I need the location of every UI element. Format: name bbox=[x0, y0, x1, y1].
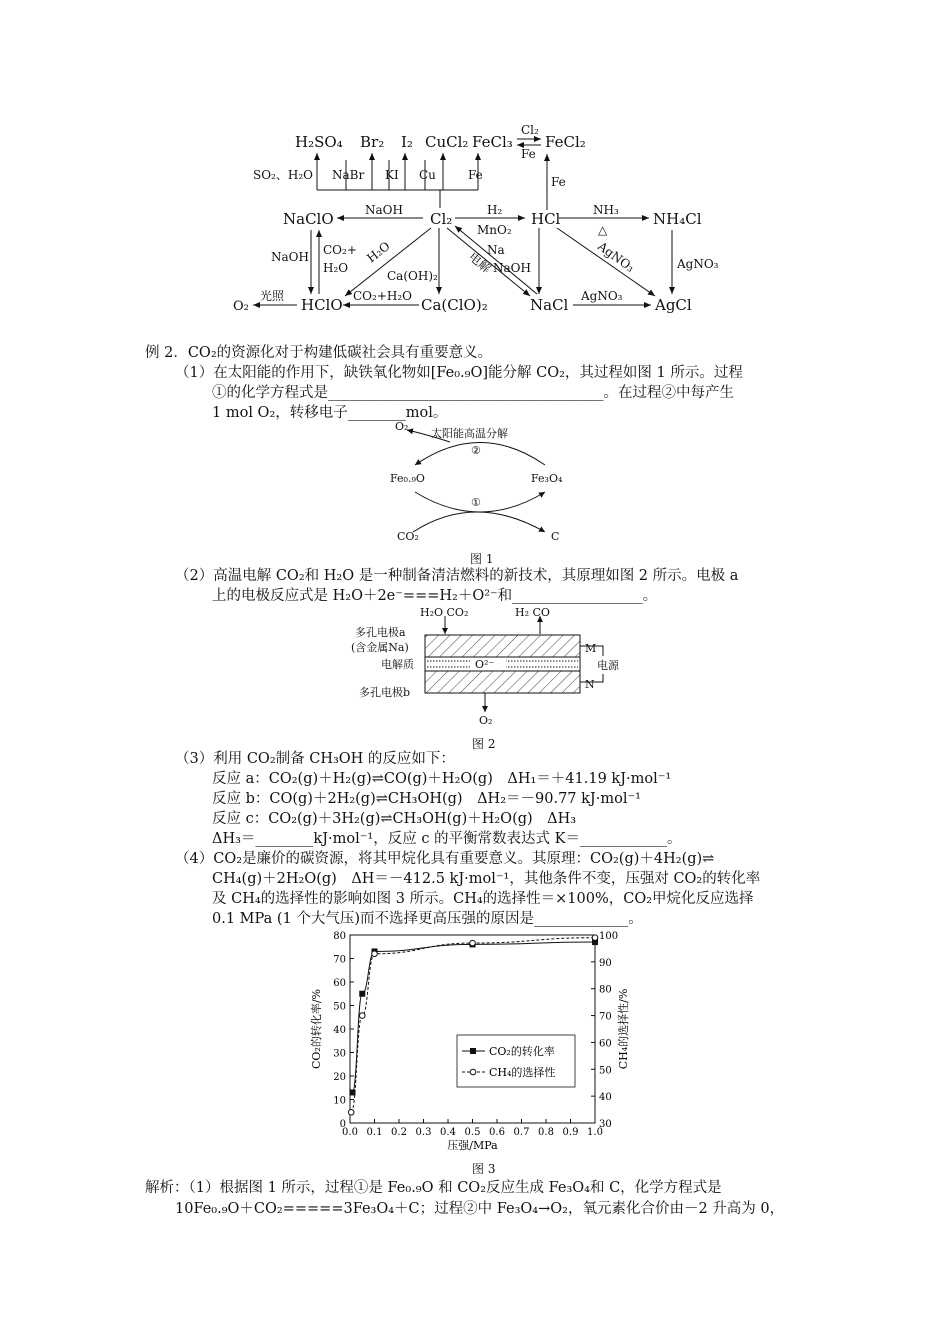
y-tick-label: 0 bbox=[339, 1119, 346, 1130]
node-agcl: AgCl bbox=[655, 296, 692, 314]
data-point-ch4 bbox=[592, 935, 598, 941]
label-co2-plus: CO₂+ bbox=[323, 243, 357, 257]
label-agno3-diag: AgNO₃ bbox=[595, 239, 638, 275]
q1-line1: （1）在太阳能的作用下，缺铁氧化物如[Fe₀.₉O]能分解 CO₂，其过程如图 1 所示。过程 bbox=[175, 365, 743, 381]
label-h2: H₂ bbox=[487, 203, 503, 217]
q3-line1: （3）利用 CO₂制备 CH₃OH 的反应如下： bbox=[175, 751, 455, 767]
node-nacl: NaCl bbox=[530, 296, 569, 314]
y2-tick-label: 80 bbox=[599, 984, 612, 996]
fig2-n: N bbox=[585, 678, 595, 691]
fig3-pressure-chart bbox=[305, 925, 650, 1160]
data-point-ch4 bbox=[372, 951, 378, 957]
q3-reaction-a: 反应 a：CO₂(g)＋H₂(g)⇌CO(g)＋H₂O(g) ΔH₁＝＋41.19 kJ·mol⁻¹ bbox=[212, 771, 672, 787]
node-fecl3: FeCl₃ bbox=[472, 133, 513, 151]
legend-marker-square bbox=[470, 1048, 476, 1054]
answer-line1: 解析：（1）根据图 1 所示，过程①是 Fe₀.₉O 和 CO₂反应生成 Fe₃O₄和 C，化学方程式是 bbox=[145, 1180, 722, 1196]
label-nabr: NaBr bbox=[332, 168, 365, 182]
x-tick-label: 0.1 bbox=[366, 1127, 383, 1138]
y2-tick-label: 90 bbox=[599, 957, 612, 969]
fig2-electrode-a2: (含金属Na) bbox=[351, 641, 409, 654]
y-tick-label: 50 bbox=[333, 1001, 346, 1013]
label-delta: △ bbox=[598, 223, 608, 237]
x-tick-label: 0.5 bbox=[464, 1127, 481, 1138]
y2-tick-label: 60 bbox=[599, 1038, 612, 1050]
fig2-o2minus: O²⁻ bbox=[475, 658, 495, 671]
y-tick-label: 10 bbox=[333, 1095, 346, 1107]
label-naoh1: NaOH bbox=[365, 203, 403, 217]
label-h2o-left: H₂O bbox=[323, 261, 349, 275]
fig2-o2: O₂ bbox=[479, 714, 493, 727]
label-h2o-diag: H₂O bbox=[364, 238, 393, 266]
label-caoh2: Ca(OH)₂ bbox=[387, 269, 438, 283]
y2-tick-label: 30 bbox=[599, 1119, 612, 1130]
y-tick-label: 60 bbox=[333, 978, 346, 989]
fig2-in-label: H₂O CO₂ bbox=[420, 606, 469, 619]
legend-marker-circle bbox=[470, 1069, 476, 1075]
label-guangzhao: 光照 bbox=[260, 289, 285, 303]
fig2-electrode-a: 多孔电极a bbox=[355, 626, 406, 639]
fig2-electrolysis-diagram bbox=[345, 604, 630, 732]
y2-tick-label: 100 bbox=[599, 931, 619, 942]
node-o2: O₂ bbox=[233, 299, 249, 314]
x-tick-label: 0.4 bbox=[440, 1127, 456, 1138]
x-tick-label: 0.3 bbox=[415, 1127, 432, 1138]
y2-tick-label: 70 bbox=[599, 1011, 612, 1023]
node-cl2: Cl₂ bbox=[430, 210, 453, 228]
x-tick-label: 0.2 bbox=[391, 1127, 407, 1138]
label-so2h2o: SO₂、H₂O bbox=[253, 168, 313, 182]
chart-legend bbox=[457, 1035, 575, 1087]
x-tick-label: 0.8 bbox=[538, 1127, 554, 1138]
label-agno3-bottom: AgNO₃ bbox=[581, 289, 623, 303]
legend-co2: CO₂的转化率 bbox=[489, 1045, 555, 1058]
y-tick-label: 80 bbox=[333, 931, 346, 942]
label-nh3: NH₃ bbox=[593, 203, 619, 217]
fig1-circ1: ① bbox=[471, 496, 481, 509]
fig2-power: 电源 bbox=[597, 659, 619, 672]
q2-line2: 上的电极反应式是 H₂O＋2e⁻===H₂＋O²⁻和__________________。 bbox=[212, 588, 658, 604]
node-caclo2: Ca(ClO)₂ bbox=[421, 296, 488, 314]
x-tick-label: 0.7 bbox=[513, 1127, 530, 1138]
fig1-fe3o4: Fe₃O₄ bbox=[531, 472, 563, 485]
label-co2h2o: CO₂+H₂O bbox=[353, 289, 412, 303]
q1-line2: ①的化学方程式是______________________________________。在过程②中每产生 bbox=[212, 385, 734, 401]
q3-reaction-b: 反应 b：CO(g)＋2H₂(g)⇌CH₃OH(g) ΔH₂＝－90.77 kJ·mol⁻¹ bbox=[212, 791, 641, 807]
label-fe-arrow: Fe bbox=[521, 147, 536, 161]
label-naoh2: NaOH bbox=[493, 261, 531, 275]
x-tick-label: 1.0 bbox=[587, 1127, 603, 1138]
label-ki: KI bbox=[385, 168, 399, 182]
fig2-m: M bbox=[585, 642, 597, 655]
y2-tick-label: 50 bbox=[599, 1065, 612, 1077]
fig1-circ2: ② bbox=[471, 444, 481, 457]
fig2-out-label: H₂ CO bbox=[515, 606, 550, 619]
q4-line2: CH₄(g)＋2H₂O(g) ΔH＝－412.5 kJ·mol⁻¹，其他条件不变，压强对 CO₂的转化率 bbox=[212, 871, 761, 887]
example-title: 例 2．CO₂的资源化对于构建低碳社会具有重要意义。 bbox=[145, 345, 493, 361]
y-axis-label: CO₂的转化率/% bbox=[310, 988, 323, 1070]
q2-line1: （2）高温电解 CO₂和 H₂O 是一种制备清洁燃料的新技术，其原理如图 2 所示。电极 a bbox=[175, 568, 739, 584]
fig1-cycle-diagram bbox=[385, 420, 575, 548]
q4-line1: （4）CO₂是廉价的碳资源，将其甲烷化具有重要意义。其原理：CO₂(g)＋4H₂(g)⇌ bbox=[175, 851, 715, 867]
node-fecl2: FeCl₂ bbox=[545, 133, 586, 151]
x-tick-label: 0.9 bbox=[562, 1127, 579, 1138]
node-i2: I₂ bbox=[401, 133, 413, 151]
fig1-caption: 图 1 bbox=[470, 552, 494, 566]
y-tick-label: 20 bbox=[333, 1072, 346, 1083]
chlorine-reaction-network bbox=[225, 118, 735, 318]
label-cl2-arrow: Cl₂ bbox=[521, 123, 539, 137]
label-fe-vert: Fe bbox=[551, 175, 566, 189]
data-point-ch4 bbox=[359, 1013, 365, 1019]
node-hclo: HClO bbox=[301, 296, 343, 314]
data-point-ch4 bbox=[470, 940, 476, 946]
y-tick-label: 40 bbox=[333, 1025, 346, 1036]
fig2-electrode-b: 多孔电极b bbox=[359, 686, 411, 699]
fig2-electrolyte: 电解质 bbox=[381, 658, 414, 671]
x-axis-label: 压强/MPa bbox=[447, 1139, 498, 1152]
node-cucl2: CuCl₂ bbox=[425, 133, 469, 151]
node-nh4cl: NH₄Cl bbox=[653, 210, 702, 228]
node-h2so4: H₂SO₄ bbox=[295, 133, 343, 151]
answer-line2: 10Fe₀.₉O＋CO₂=====3Fe₃O₄＋C；过程②中 Fe₃O₄→O₂，氧元素化合价由－2 升高为 0， bbox=[175, 1201, 785, 1217]
label-dianjie: 电解 bbox=[466, 249, 494, 276]
q1-line3: 1 mol O₂，转移电子________mol。 bbox=[212, 405, 448, 421]
label-naoh-left: NaOH bbox=[271, 250, 309, 264]
fig1-o2: O₂ bbox=[395, 420, 409, 433]
y-tick-label: 30 bbox=[333, 1048, 346, 1060]
label-mno2: MnO₂ bbox=[477, 223, 512, 237]
q4-line3: 及 CH₄的选择性的影响如图 3 所示。CH₄的选择性＝×100%，CO₂甲烷化反应选择 bbox=[212, 891, 754, 907]
node-hcl: HCl bbox=[531, 210, 561, 228]
data-point-co2 bbox=[349, 1089, 355, 1095]
q3-line-d: ΔH₃＝________kJ·mol⁻¹，反应 c 的平衡常数表达式 K＝____________。 bbox=[212, 831, 682, 847]
label-fe: Fe bbox=[468, 168, 483, 182]
fig1-c: C bbox=[551, 530, 560, 543]
node-br2: Br₂ bbox=[360, 133, 385, 151]
y2-axis-label: CH₄的选择性/% bbox=[617, 988, 630, 1070]
x-tick-label: 0.0 bbox=[342, 1127, 358, 1138]
label-cu: Cu bbox=[419, 168, 436, 182]
fig2-caption: 图 2 bbox=[472, 737, 496, 751]
label-agno3-right: AgNO₃ bbox=[677, 257, 719, 271]
fig3-caption: 图 3 bbox=[472, 1162, 496, 1176]
data-point-ch4 bbox=[348, 1109, 354, 1115]
data-point-co2 bbox=[359, 991, 365, 997]
y-tick-label: 70 bbox=[333, 954, 346, 966]
node-naclo: NaClO bbox=[283, 210, 334, 228]
fig1-fe09o: Fe₀.₉O bbox=[390, 472, 425, 485]
fig1-co2: CO₂ bbox=[397, 530, 419, 543]
q3-reaction-c: 反应 c：CO₂(g)＋3H₂(g)⇌CH₃OH(g)＋H₂O(g) ΔH₃ bbox=[212, 811, 577, 827]
fig1-top-label: 太阳能高温分解 bbox=[431, 427, 508, 440]
label-na: Na bbox=[487, 243, 505, 257]
y2-tick-label: 40 bbox=[599, 1092, 612, 1104]
legend-ch4: CH₄的选择性 bbox=[489, 1066, 556, 1079]
x-tick-label: 0.6 bbox=[489, 1127, 505, 1138]
q4-line4: 0.1 MPa (1 个大气压)而不选择更高压强的原因是_____________。 bbox=[212, 911, 643, 927]
